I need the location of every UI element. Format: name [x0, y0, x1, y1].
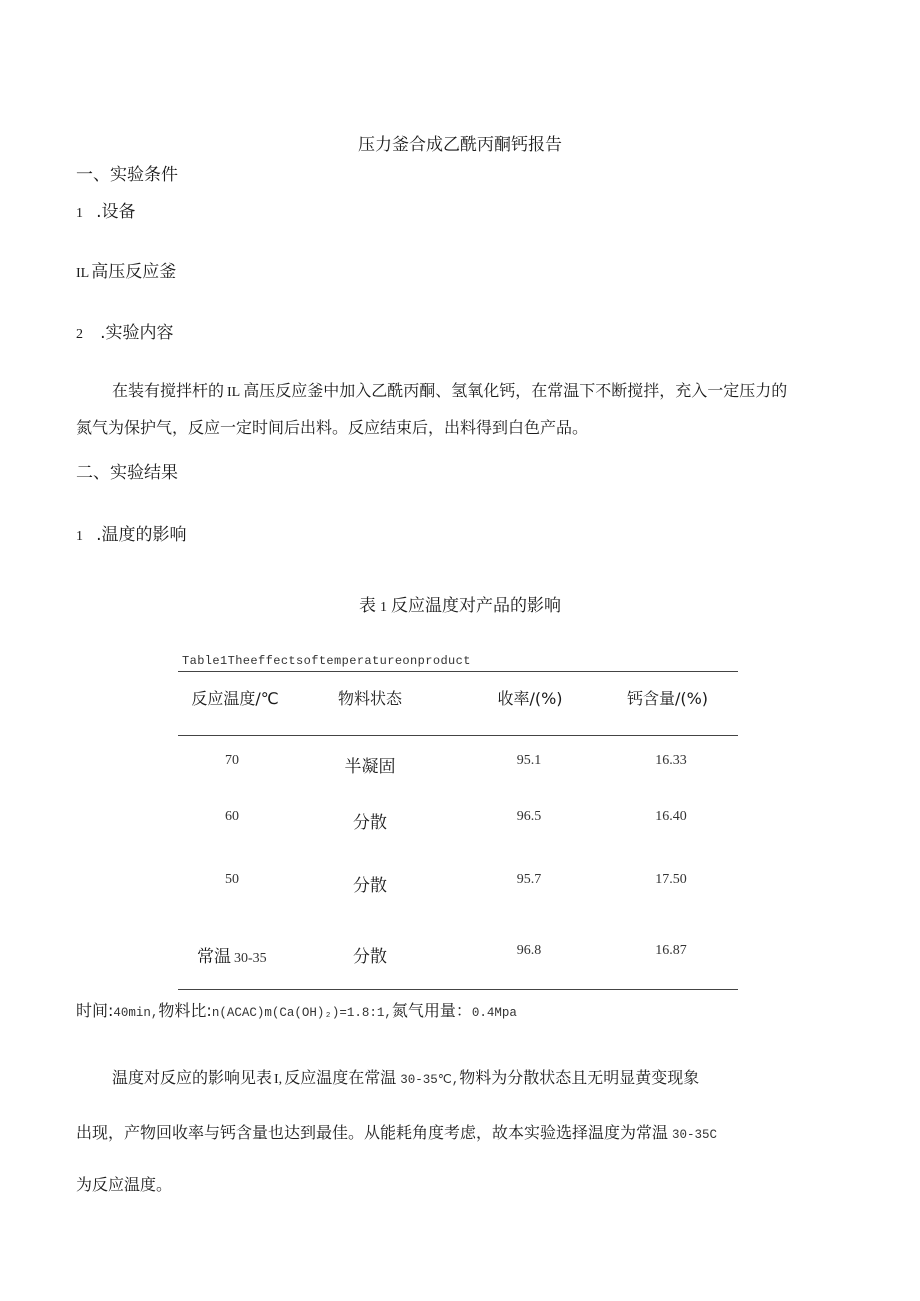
text-run: 时间: [76, 1001, 114, 1020]
subheading-label: .温度的影响 [96, 525, 187, 545]
subheading-number: 1 [76, 529, 83, 544]
content-paragraph-line-1 [112, 378, 787, 401]
cell-state: 分散 [353, 947, 387, 967]
cell-temperature-label: 常温 [197, 947, 231, 967]
cell-temperature-range: 30-35 [234, 951, 267, 966]
column-header-calcium: 钙含量/(%) [626, 689, 709, 708]
cell-yield: 96.8 [516, 943, 542, 958]
subheading-equipment [76, 197, 136, 222]
text-run: 30-35℃, [400, 1073, 460, 1087]
cell-temperature: 60 [225, 809, 239, 824]
cell-calcium: 17.50 [655, 872, 687, 887]
caption-text: 反应温度对产品的影响 [391, 596, 561, 616]
subheading-temperature [76, 520, 187, 545]
content-paragraph-line-2: 氮气为保护气，反应一定时间后出料。反应结束后，出料得到白色产品。 [76, 418, 589, 437]
text-run: 反应温度在常温 [284, 1068, 397, 1087]
text-run: 出现，产物回收率与钙含量也达到最佳。从能耗角度考虑，故本实验选择温度为常温 [76, 1123, 669, 1142]
text-run: 40min, [113, 1006, 159, 1020]
cell-yield: 95.7 [516, 872, 542, 887]
column-header-yield: 收率/(%) [497, 689, 563, 708]
text-run: 在装有搅拌杆的 [112, 381, 225, 400]
cell-yield: 95.1 [516, 753, 542, 768]
table-caption-english: Table1Theeffectsoftemperatureonproduct [182, 654, 471, 668]
equipment-prefix: IL [76, 266, 90, 281]
subheading-number: 2 [76, 327, 83, 342]
text-run: 物料比: [158, 1001, 212, 1020]
cell-temperature: 70 [225, 753, 239, 768]
column-header-state: 物料状态 [337, 689, 402, 708]
text-run: IL [227, 385, 241, 400]
subheading-label: .设备 [96, 202, 136, 222]
text-run: 0.4Mpa [471, 1006, 517, 1020]
caption-number: 1 [380, 600, 387, 615]
column-header-temperature: 反应温度/℃ [191, 689, 279, 708]
subheading-label: .实验内容 [100, 323, 174, 343]
cell-calcium: 16.87 [655, 943, 687, 958]
subheading-number: 1 [76, 206, 83, 221]
table-top-rule [178, 671, 738, 672]
text-run: n(ACAC)m(Ca(OH)₂)=1.8:1, [211, 1006, 392, 1020]
cell-temperature [197, 942, 267, 967]
cell-calcium: 16.33 [655, 753, 687, 768]
table-caption [0, 591, 920, 616]
document-title: 压力釜合成乙酰丙酮钙报告 [358, 135, 562, 155]
cell-state: 半凝固 [344, 757, 396, 777]
cell-calcium: 16.40 [655, 809, 687, 824]
discussion-line-1 [112, 1065, 699, 1088]
section-heading-conditions: 一、实验条件 [76, 165, 178, 185]
text-run: 30-35C [672, 1128, 718, 1142]
text-run: 温度对反应的影响见表 [112, 1068, 273, 1087]
text-run: I, [274, 1072, 283, 1087]
discussion-line-3: 为反应温度。 [76, 1175, 173, 1194]
cell-yield: 96.5 [516, 809, 542, 824]
text-run: 物料为分散状态且无明显黄变现象 [459, 1068, 700, 1087]
equipment-name: 高压反应釜 [91, 262, 177, 282]
section-heading-results: 二、实验结果 [76, 463, 178, 483]
table-bottom-rule [178, 989, 738, 990]
table-footnote [76, 998, 517, 1021]
discussion-line-2 [76, 1120, 717, 1143]
cell-temperature: 50 [225, 872, 239, 887]
cell-state: 分散 [353, 876, 387, 896]
table-header-rule [178, 735, 738, 736]
caption-text: 表 [359, 596, 376, 616]
cell-state: 分散 [353, 813, 387, 833]
text-run: 氮气用量： [391, 1001, 472, 1020]
text-run: 高压反应釜中加入乙酰丙酮、氢氧化钙，在常温下不断搅拌，充入一定压力的 [243, 381, 788, 400]
subheading-content [76, 318, 174, 343]
equipment-line [76, 257, 176, 282]
